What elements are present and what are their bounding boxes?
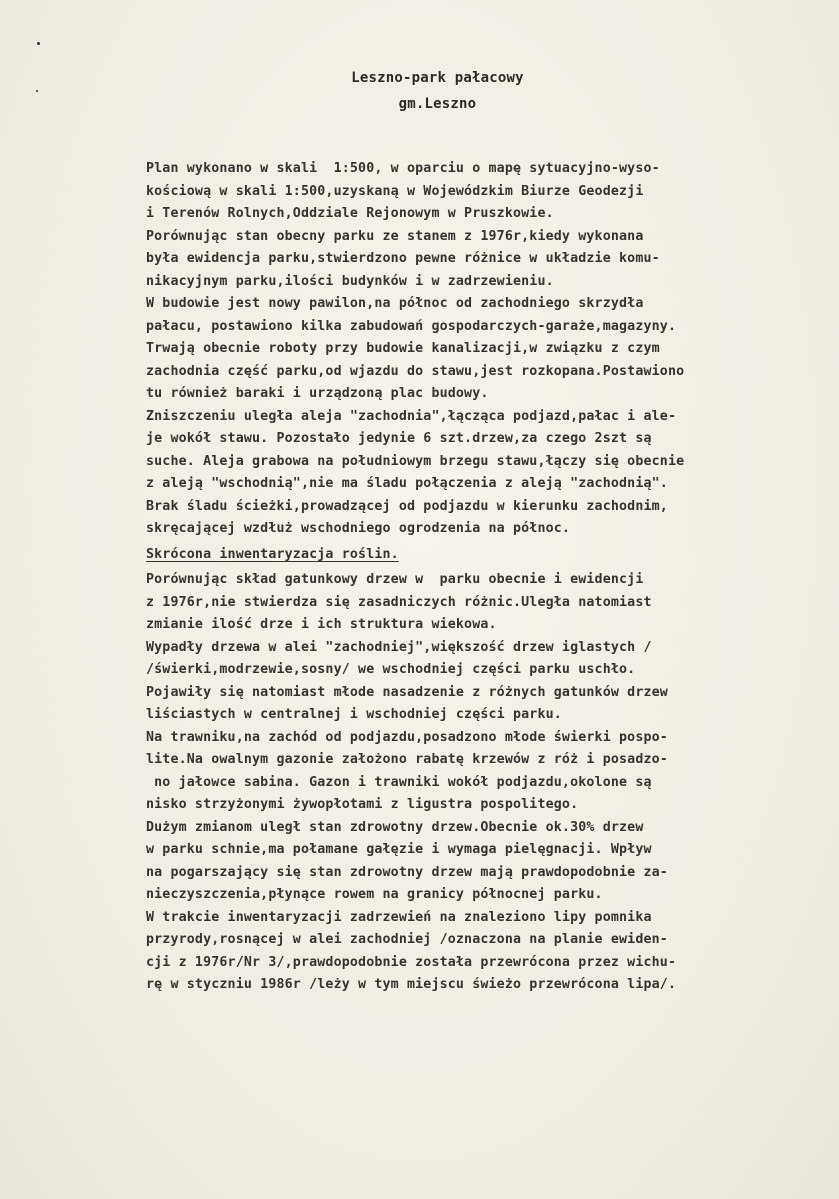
text-line: je wokół stawu. Pozostało jedynie 6 szt.drzew,za czego 2szt są (146, 431, 652, 446)
text-line: z 1976r,nie stwierdza się zasadniczych różnic.Uległa natomiast (146, 594, 652, 610)
document-title: Leszno-park pałacowy (351, 70, 524, 86)
text-line: /świerki,modrzewie,sosny/ we wschodniej części parku uschło. (146, 662, 636, 677)
text-line: Pojawiły się natomiast młode nasadzenie z różnych gatunków drzew (146, 684, 668, 700)
text-line: pałacu, postawiono kilka zabudowań gospodarczych-garaże,magazyny. (146, 318, 677, 334)
text-line: lite.Na owalnym gazonie założono rabatę krzewów z róż i posadzo- (146, 752, 668, 767)
text-line: Brak śladu ścieżki,prowadzącej od podjazdu w kierunku zachodnim, (146, 498, 668, 514)
paper-speck (37, 42, 40, 45)
text-line: W budowie jest nowy pawilon,na północ od zachodniego skrzydła (146, 296, 644, 311)
paragraph-block-1 (146, 158, 826, 541)
text-line: W trakcie inwentaryzacji zadrzewień na znaleziono lipy pomnika (146, 909, 652, 925)
text-line: w parku schnie,ma połamane gałęzie i wymaga pielęgnacji. Wpływ (146, 842, 652, 857)
text-line: rę w styczniu 1986r /leży w tym miejscu świeżo przewrócona lipa/. (146, 977, 677, 992)
text-line: liściastych w centralnej i wschodniej części parku. (146, 707, 562, 722)
text-line: Plan wykonano w skali 1:500, w oparciu o mapę sytuacyjno-wyso- (146, 161, 660, 176)
text-line: nieczyszczenia,płynące rowem na granicy północnej parku. (146, 887, 603, 902)
text-line: no jałowce sabina. Gazon i trawniki wokół podjazdu,okolone są (146, 774, 652, 790)
text-line: na pogarszający się stan zdrowotny drzew mają prawdopodobnie za- (146, 864, 668, 880)
text-line: suche. Aleja grabowa na południowym brzegu stawu,łączy się obecnie (146, 453, 685, 469)
text-line: Trwają obecnie roboty przy budowie kanalizacji,w związku z czym (146, 341, 660, 356)
text-line: nisko strzyżonymi żywopłotami z ligustra pospolitego. (146, 797, 579, 812)
text-line: Porównując stan obecny parku ze stanem z 1976r,kiedy wykonana (146, 228, 644, 244)
text-line: Porównując skład gatunkowy drzew w parku obecnie i ewidencji (146, 572, 644, 587)
text-line: kościową w skali 1:500,uzyskaną w Wojewódzkim Biurze Geodezji (146, 183, 644, 199)
text-line: z aleją "wschodnią",nie ma śladu połączenia z aleją "zachodnią". (146, 476, 668, 491)
text-line: zachodnia część parku,od wjazdu do stawu,jest rozkopana.Postawiono (146, 363, 685, 379)
document-subtitle: gm.Leszno (398, 96, 477, 112)
text-line: i Terenów Rolnych,Oddziale Rejonowym w Pruszkowie. (146, 206, 554, 221)
paragraph-block-2 (146, 569, 826, 997)
paper-speck (36, 90, 38, 92)
text-line: cji z 1976r/Nr 3/,prawdopodobnie została przewrócona przez wichu- (146, 954, 677, 970)
document-body (146, 158, 826, 997)
text-line: tu również baraki i urządzoną plac budowy. (146, 386, 489, 401)
section-subheading: Skrócona inwentaryzacja roślin. (146, 546, 399, 562)
text-line: była ewidencja parku,stwierdzono pewne różnice w układzie komu- (146, 251, 660, 266)
text-line: Na trawniku,na zachód od podjazdu,posadzono młode świerki pospo- (146, 729, 668, 745)
text-line: Wypadły drzewa w alei "zachodniej",większość drzew iglastych / (146, 639, 652, 655)
text-line: skręcającej wzdłuż wschodniego ogrodzenia na północ. (146, 521, 571, 536)
text-line: przyrody,rosnącej w alei zachodniej /oznaczona na planie ewiden- (146, 932, 668, 947)
text-line: zmianie ilość drze i ich struktura wiekowa. (146, 617, 497, 632)
text-line: nikacyjnym parku,ilości budynków i w zadrzewieniu. (146, 273, 554, 289)
text-line: Dużym zmianom uległ stan zdrowotny drzew.Obecnie ok.30% drzew (146, 819, 644, 835)
text-line: Zniszczeniu uległa aleja "zachodnia",łącząca podjazd,pałac i ale- (146, 408, 677, 424)
